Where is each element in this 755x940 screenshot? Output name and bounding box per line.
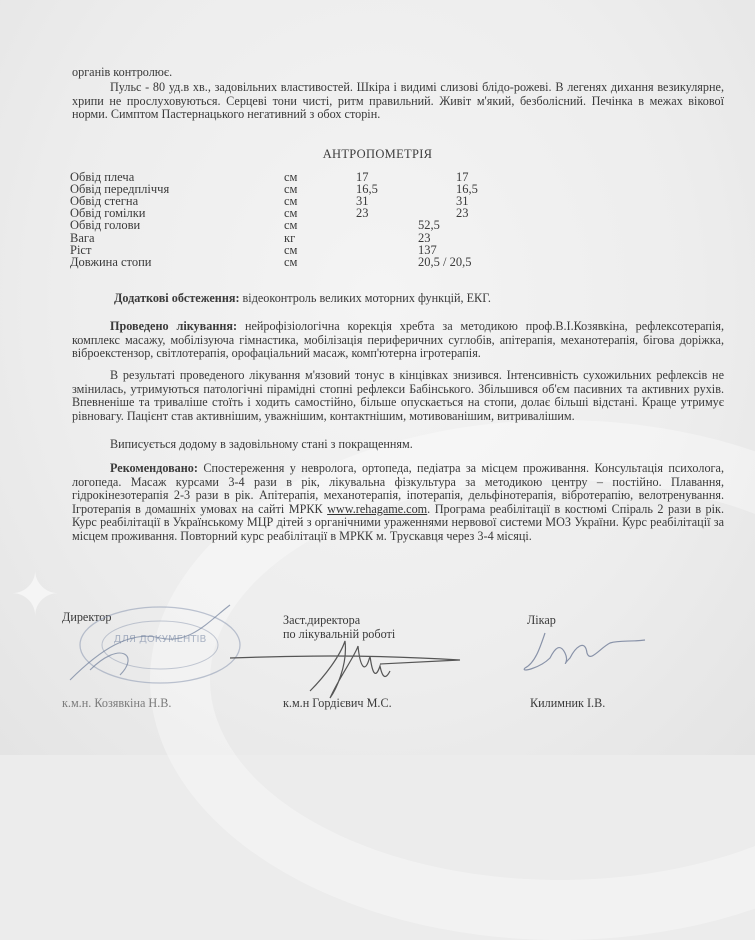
deputy-name: к.м.н Гордієвич М.С. [283,696,392,710]
anthropometry-title: АНТРОПОМЕТРІЯ [322,147,433,161]
measure-value: 52,5 [418,218,440,233]
rehagame-link[interactable]: www.rehagame.com [327,501,428,516]
measure-name: Довжина стопи [70,254,152,269]
additional-exams [114,292,491,306]
recommendations-paragraph [72,462,724,544]
stamp-outer-ring [80,607,240,683]
treatment-text: нейрофізіологічна корекція хребта за методикою проф.В.І.Козявкіна, рефлексотерапія, комплекс масажу, мобілізуюча гімнастика, мобілізація периферичних суглобів, апітерапія, механотерапія, бігова доріжка, віброекстензор, світлотерапія, орофаціальний масаж, комп'ютерна ігротерапія. [72,319,724,361]
doctor-signature [515,628,655,678]
recommendations-text-1: Спостереження у невролога, ортопеда, педіатра за місцем проживання. Консультація психолога, логопеда. Масаж курсами 3-4 рази в рік, лікувальна фізкультура за методикою центру – постійно. Плавання, гідрокінезотерапія 2-3 рази в рік. Апітерапія, механотерапія, іпотерапія, дельфінотерапія, вібротерапію, велотренування. Ігротерапія в домашніх умовах на сайті МРКК [72,461,724,516]
measure-unit: см [284,206,298,221]
stamp-text: ДЛЯ ДОКУМЕНТІВ [113,634,207,645]
measure-name: Обвід плеча [70,170,135,184]
measure-unit: см [284,218,298,233]
measure-name: Обвід передпліччя [70,182,170,197]
measure-unit: кг [284,230,296,245]
treatment-paragraph [72,320,724,361]
measure-right: 31 [456,194,469,209]
doctor-name: Килимник І.В. [530,696,606,710]
measure-left: 23 [356,206,369,221]
measure-value: 20,5 / 20,5 [418,254,472,269]
measure-name: Обвід гомілки [70,206,146,221]
measure-unit: см [284,170,298,184]
measure-unit: см [284,182,298,197]
measure-value: 23 [418,230,431,245]
recommendations-label: Рекомендовано: [110,461,198,475]
measure-right: 17 [456,170,469,184]
measure-value: 137 [418,242,437,257]
measure-name: Обвід стегна [70,194,139,209]
treatment-label: Проведено лікування: [110,319,238,333]
measure-left: 31 [356,194,369,209]
deputy-role-line1: Заст.директора [283,613,361,627]
additional-exams-text: відеоконтроль великих моторних функцій, ЕКГ. [239,291,491,305]
intro-line: органів контролює. [72,65,173,79]
additional-exams-label: Додаткові обстеження: [114,291,240,305]
results-paragraph: В результаті проведеного лікування м'язовий тонус в кінцівках знизився. Інтенсивність сухожильних рефлексів не змінилась, утримуються патологічні пірамідні стопні рефлекси Бабінського. Збільшився об'єм пасивних та активних рухів. Впевненіше та триваліше стоїть і ходить самостійно, більше опускається на стопи, долає більші відстані. Краще утримує рівновагу. Пацієнт став активнішим, уважнішим, контактнішим, мотивованішим, витривалішим. [72,368,724,423]
measure-unit: см [284,194,298,209]
exam-paragraph: Пульс - 80 уд.в хв., задовільних властивостей. Шкіра і видимі слизові блідо-рожеві. В легенях дихання везикулярне, хрипи не прослуховуються. Серцеві тони чисті, ритм правильний. Живіт м'який, безболісний. Печінка в межах вікової норми. Симптом Пастернацького негативний з обох сторін. [72,80,724,122]
director-role: Директор [62,610,112,624]
recommendations-text-2: . Програма реабілітації в костюмі Спіраль 2 рази в рік. Курс реабілітації в Українському МЦР дітей з органічними ураженнями нервової системи МОЗ України. Курс реабілітації за місцем проживання. Повторний курс реабілітації в МРКК м. Трускавця через 3-4 місяці. [72,501,724,543]
measure-left: 17 [356,170,369,184]
deputy-signature-stroke [230,641,460,698]
measure-name: Вага [70,230,95,245]
watermark-star-icon: ✦ [10,560,61,630]
director-stamp-signature [60,600,240,700]
doctor-signature-stroke [524,633,645,670]
measure-left: 16,5 [356,182,378,197]
doctor-role: Лікар [527,613,556,627]
measure-right: 23 [456,206,469,221]
measure-unit: см [284,242,298,257]
measure-unit: см [284,254,298,269]
measure-name: Ріст [70,242,92,257]
director-name: к.м.н. Козявкіна Н.В. [62,696,172,710]
measure-name: Обвід голови [70,218,141,233]
discharge-line: Виписується додому в задовільному стані з покращенням. [110,437,413,451]
measure-right: 16,5 [456,182,478,197]
deputy-role-line2: по лікувальній роботі [283,627,396,641]
